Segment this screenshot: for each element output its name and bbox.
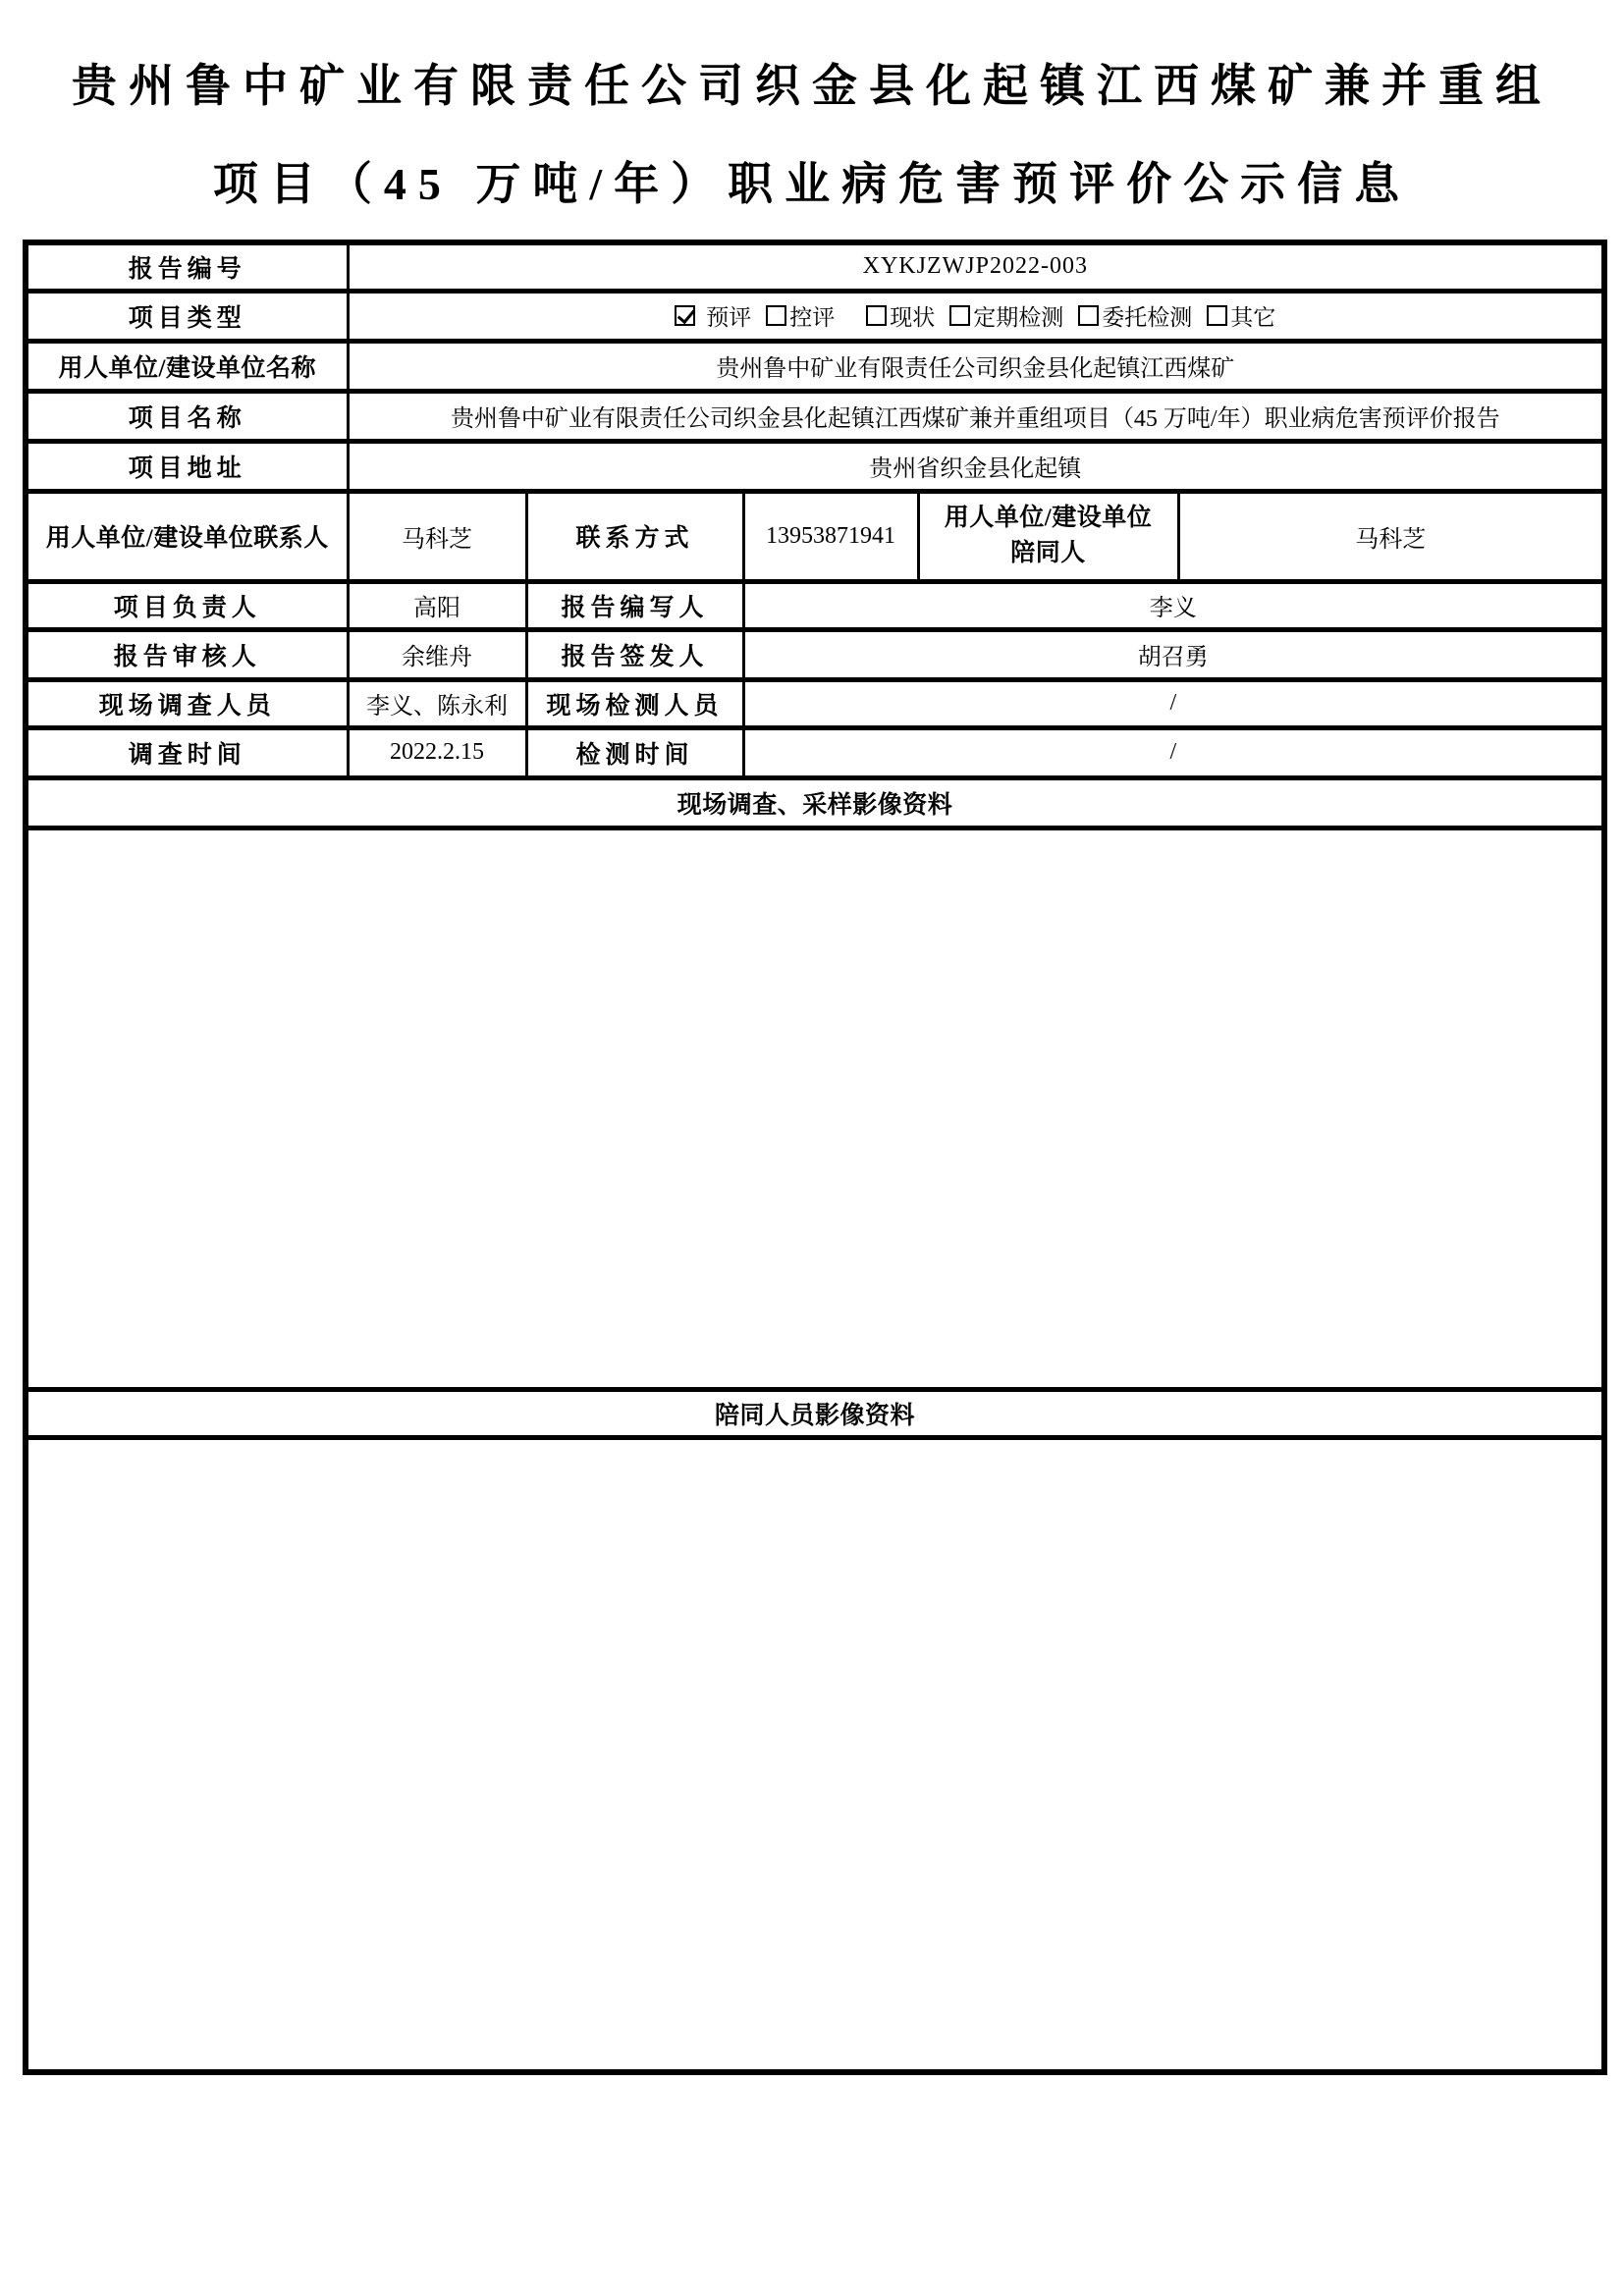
row-site-photos <box>26 828 1604 1389</box>
checkbox-label: 预评 <box>706 304 752 330</box>
project-leader-label: 项目负责人 <box>26 581 348 629</box>
row-project-type <box>26 291 1604 341</box>
report-reviewer-label: 报告审核人 <box>26 629 348 679</box>
report-writer-label: 报告编写人 <box>526 581 743 629</box>
accompany-label-line2: 陪同人 <box>1010 540 1086 566</box>
project-name-label: 项目名称 <box>26 391 348 441</box>
row-contact <box>26 491 1604 581</box>
checkbox-label: 定期检测 <box>973 304 1064 330</box>
checkbox-label: 现状 <box>890 304 936 330</box>
row-accompany-photos <box>26 1437 1604 2072</box>
contact-method-value: 13953871941 <box>743 491 918 581</box>
testing-date-value: / <box>743 727 1604 777</box>
employer-name-label: 用人单位/建设单位名称 <box>26 341 348 391</box>
site-photos-area <box>26 828 1604 1389</box>
document-title <box>0 0 1624 234</box>
row-report-reviewer <box>26 629 1604 679</box>
contact-method-label: 联系方式 <box>526 491 743 581</box>
accompany-label <box>918 491 1178 581</box>
checkbox-checked-icon <box>675 305 695 326</box>
checkbox-unchecked-icon <box>1078 305 1099 326</box>
report-writer-value: 李义 <box>743 581 1604 629</box>
employer-name-value: 贵州鲁中矿业有限责任公司织金县化起镇江西煤矿 <box>348 341 1604 391</box>
accompany-photos-area <box>26 1437 1604 2072</box>
project-type-label: 项目类型 <box>26 291 348 341</box>
project-leader-value: 高阳 <box>348 581 526 629</box>
report-issuer-value: 胡召勇 <box>743 629 1604 679</box>
report-no-value: XYKJZWJP2022-003 <box>348 242 1604 291</box>
project-type-option-1 <box>766 299 835 332</box>
site-testers-label: 现场检测人员 <box>526 679 743 727</box>
checkbox-label: 控评 <box>789 304 836 330</box>
row-site-investigators <box>26 679 1604 727</box>
project-name-value: 贵州鲁中矿业有限责任公司织金县化起镇江西煤矿兼并重组项目（45 万吨/年）职业病危害预评价报告 <box>348 391 1604 441</box>
investigation-date-value: 2022.2.15 <box>348 727 526 777</box>
project-type-option-3 <box>949 299 1063 332</box>
accompany-value: 马科芝 <box>1178 491 1604 581</box>
row-project-name <box>26 391 1604 441</box>
site-investigators-label: 现场调查人员 <box>26 679 348 727</box>
row-investigation-date <box>26 727 1604 777</box>
project-address-value: 贵州省织金县化起镇 <box>348 441 1604 491</box>
checkbox-label: 委托检测 <box>1102 304 1193 330</box>
project-type-options <box>348 291 1604 341</box>
document-title-line2: 项目（45 万吨/年）职业病危害预评价公示信息 <box>212 159 1412 209</box>
row-report-no <box>26 242 1604 291</box>
row-project-address <box>26 441 1604 491</box>
report-issuer-label: 报告签发人 <box>526 629 743 679</box>
accompany-photos-header: 陪同人员影像资料 <box>26 1389 1604 1437</box>
project-type-option-0 <box>675 299 751 332</box>
site-testers-value: / <box>743 679 1604 727</box>
contact-value: 马科芝 <box>348 491 526 581</box>
checkbox-label: 其它 <box>1230 304 1276 330</box>
project-type-option-4 <box>1078 299 1192 332</box>
document-title-line1: 贵州鲁中矿业有限责任公司织金县化起镇江西煤矿兼并重组 <box>72 61 1552 111</box>
info-table <box>23 240 1607 2075</box>
project-type-option-2 <box>866 299 935 332</box>
checkbox-unchecked-icon <box>949 305 970 326</box>
checkbox-unchecked-icon <box>766 305 786 326</box>
row-site-photos-header <box>26 777 1604 828</box>
report-reviewer-value: 余维舟 <box>348 629 526 679</box>
row-accompany-photos-header <box>26 1389 1604 1437</box>
site-photos-header: 现场调查、采样影像资料 <box>26 777 1604 828</box>
checkbox-unchecked-icon <box>1207 305 1227 326</box>
investigation-date-label: 调查时间 <box>26 727 348 777</box>
report-no-label: 报告编号 <box>26 242 348 291</box>
project-address-label: 项目地址 <box>26 441 348 491</box>
site-investigators-value: 李义、陈永利 <box>348 679 526 727</box>
row-project-leader <box>26 581 1604 629</box>
checkbox-unchecked-icon <box>866 305 887 326</box>
contact-label: 用人单位/建设单位联系人 <box>26 491 348 581</box>
accompany-label-line1: 用人单位/建设单位 <box>944 505 1153 531</box>
testing-date-label: 检测时间 <box>526 727 743 777</box>
row-employer-name <box>26 341 1604 391</box>
project-type-option-5 <box>1207 299 1275 332</box>
